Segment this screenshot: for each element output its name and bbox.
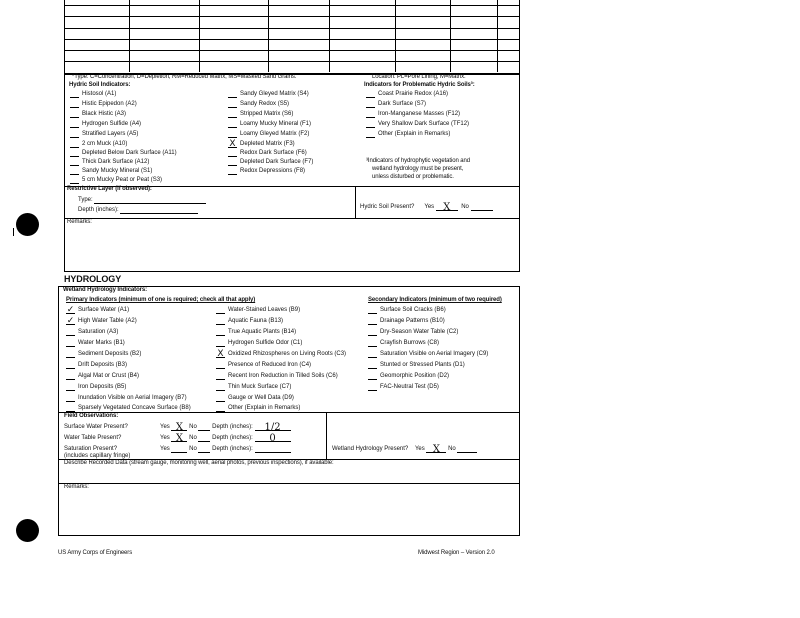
footnote-line: ³Indicators of hydrophytic vegetation and (366, 158, 470, 164)
secondary-title: Secondary Indicators (minimum of two required) (368, 297, 502, 303)
checkbox[interactable] (70, 151, 79, 157)
indicator-label: Depleted Matrix (F3) (240, 141, 295, 147)
indicator-label: Recent Iron Reduction in Tilled Soils (C6) (228, 373, 338, 379)
checkbox[interactable] (368, 374, 377, 380)
footnote-line: unless disturbed or problematic. (372, 174, 454, 180)
footer-right: Midwest Region – Version 2.0 (418, 550, 495, 556)
yes-label: Yes (160, 435, 170, 441)
checkbox[interactable] (228, 92, 237, 98)
checkbox[interactable] (228, 160, 237, 166)
wetland-present-label: Wetland Hydrology Present? (332, 446, 409, 452)
checkbox[interactable] (66, 406, 75, 412)
indicator-label: Dry-Season Water Table (C2) (380, 329, 459, 335)
checkbox[interactable] (368, 385, 377, 391)
checkbox-checked[interactable]: X (217, 349, 224, 359)
indicator-label: Histosol (A1) (82, 91, 117, 97)
footnote-line: wetland hydrology must be present, (372, 166, 464, 172)
checkbox[interactable] (216, 319, 225, 325)
describe-label: Describe Recorded Data (stream gauge, monitoring well, aerial photos, previous inspections), if available: (64, 460, 334, 466)
indicator-label: Hydrogen Sulfide Odor (C1) (228, 340, 303, 346)
surface-depth-field[interactable]: 1/2 (255, 424, 291, 431)
hydric-yes-field[interactable]: X (436, 204, 458, 211)
indicator-label: Sandy Gleyed Matrix (S4) (240, 91, 309, 97)
hydrology-remarks-label: Remarks: (64, 484, 89, 490)
indicator-label: Sandy Redox (S5) (240, 101, 290, 107)
no-label: No (448, 446, 456, 452)
indicator-label: Stratified Layers (A5) (82, 131, 139, 137)
restrictive-title: Restrictive Layer (if observed): (67, 186, 152, 192)
no-label: No (189, 446, 197, 452)
depth-field[interactable] (120, 207, 198, 214)
indicator-label: Saturation (A3) (78, 329, 119, 335)
indicator-label: Aquatic Fauna (B13) (228, 318, 284, 324)
indicator-label: Gauge or Well Data (D9) (228, 395, 294, 401)
checkbox[interactable] (70, 178, 79, 184)
no-label: No (189, 435, 197, 441)
indicator-label: Drift Deposits (B3) (78, 362, 128, 368)
footer-left: US Army Corps of Engineers (58, 550, 133, 556)
checkbox[interactable] (70, 142, 79, 148)
checkbox[interactable] (228, 122, 237, 128)
hydric-present-label: Hydric Soil Present? (360, 204, 415, 210)
checkbox[interactable] (66, 385, 75, 391)
indicator-label: Redox Dark Surface (F6) (240, 150, 307, 156)
wetland-no-field[interactable] (457, 446, 477, 453)
indicator-label: Loamy Gleyed Matrix (F2) (240, 131, 310, 137)
checkbox[interactable] (66, 374, 75, 380)
soil-remarks-label: Remarks: (67, 219, 92, 225)
checkbox[interactable] (216, 341, 225, 347)
indicator-label: FAC-Neutral Test (D5) (380, 384, 439, 390)
indicator-label: Crayfish Burrows (C8) (380, 340, 440, 346)
checkbox[interactable] (216, 363, 225, 369)
binder-hole-bottom (16, 519, 39, 542)
capillary-label: (includes capillary fringe) (64, 453, 131, 459)
binder-hole-top (16, 213, 39, 236)
surface-yes-field[interactable]: X (171, 424, 187, 431)
checkbox[interactable] (66, 363, 75, 369)
problematic-title: Indicators for Problematic Hydric Soils³: (364, 82, 475, 88)
indicator-label: Redox Depressions (F8) (240, 168, 306, 174)
indicator-label: Thick Dark Surface (A12) (82, 159, 150, 165)
no-label: No (189, 424, 197, 430)
saturation-depth-field[interactable] (255, 446, 291, 453)
wetland-yes-field[interactable]: X (426, 446, 446, 453)
checkbox[interactable] (366, 122, 375, 128)
indicator-label: Geomorphic Position (D2) (380, 373, 450, 379)
indicator-label: Iron Deposits (B5) (78, 384, 127, 390)
indicator-label: Other (Explain in Remarks) (378, 131, 451, 137)
checkbox-checked[interactable]: ✓ (66, 305, 75, 315)
checkbox[interactable] (70, 112, 79, 118)
water-table-yes-field[interactable]: X (171, 435, 187, 442)
indicator-label: Surface Soil Cracks (B6) (380, 307, 446, 313)
indicator-label: Saturation Visible on Aerial Imagery (C9) (380, 351, 489, 357)
saturation-no-field[interactable] (198, 446, 210, 453)
yes-label: Yes (160, 424, 170, 430)
checkbox[interactable] (66, 396, 75, 402)
checkbox[interactable] (66, 341, 75, 347)
checkbox-checked[interactable]: X (229, 139, 236, 149)
indicator-label: High Water Table (A2) (78, 318, 137, 324)
saturation-label: Saturation Present? (64, 446, 118, 452)
water-table-depth-field[interactable]: 0 (255, 435, 291, 442)
hydric-no-field[interactable] (471, 204, 493, 211)
indicator-label: Water-Stained Leaves (B9) (228, 307, 301, 313)
checkbox[interactable] (216, 385, 225, 391)
indicator-label: Loamy Mucky Mineral (F1) (240, 121, 312, 127)
indicator-label: Hydrogen Sulfide (A4) (82, 121, 142, 127)
checkbox[interactable] (228, 151, 237, 157)
indicator-label: Sandy Mucky Mineral (S1) (82, 168, 153, 174)
saturation-yes-field[interactable] (171, 446, 187, 453)
checkbox[interactable] (366, 92, 375, 98)
checkbox[interactable] (66, 352, 75, 358)
indicator-label: 5 cm Mucky Peat or Peat (S3) (82, 177, 163, 183)
checkbox[interactable] (228, 169, 237, 175)
indicator-label: Drainage Patterns (B10) (380, 318, 445, 324)
yes-label: Yes (160, 446, 170, 452)
checkbox[interactable] (70, 132, 79, 138)
checkbox[interactable] (228, 102, 237, 108)
indicator-label: Surface Water (A1) (78, 307, 130, 313)
hydrology-title: HYDROLOGY (64, 274, 122, 284)
checkbox[interactable] (368, 352, 377, 358)
indicator-label: True Aquatic Plants (B14) (228, 329, 297, 335)
checkbox[interactable] (216, 406, 225, 412)
checkbox[interactable] (368, 341, 377, 347)
checkbox[interactable] (228, 112, 237, 118)
depth-label: Depth (inches): (78, 207, 119, 213)
location-note: Location: PL=Pore Lining, M=Matrix. (372, 74, 466, 80)
checkbox[interactable] (366, 102, 375, 108)
checkbox[interactable] (216, 308, 225, 314)
checkbox[interactable] (66, 330, 75, 336)
checkbox[interactable] (228, 132, 237, 138)
no-label: No (461, 204, 469, 210)
indicator-label: 2 cm Muck (A10) (82, 141, 128, 147)
indicator-label: Depleted Dark Surface (F7) (240, 159, 314, 165)
checkbox[interactable] (366, 132, 375, 138)
water-table-label: Water Table Present? (64, 435, 122, 441)
indicator-label: Oxidized Rhizospheres on Living Roots (C3) (228, 351, 347, 357)
margin-mark (13, 228, 14, 236)
indicator-label: Histic Epipedon (A2) (82, 101, 137, 107)
indicator-label: Thin Muck Surface (C7) (228, 384, 292, 390)
indicator-label: Iron-Manganese Masses (F12) (378, 111, 461, 117)
soil-profile-table (64, 0, 520, 74)
yes-label: Yes (414, 446, 425, 452)
checkbox[interactable] (368, 330, 377, 336)
checkbox[interactable] (368, 308, 377, 314)
indicator-label: Other (Explain in Remarks) (228, 405, 301, 411)
indicator-label: Dark Surface (S7) (378, 101, 427, 107)
field-obs-title: Field Observations: (64, 413, 119, 419)
checkbox[interactable] (368, 319, 377, 325)
type-label: Type: (78, 197, 93, 203)
yes-label: Yes (424, 204, 435, 210)
indicator-label: Depleted Below Dark Surface (A11) (82, 150, 177, 156)
type-note: *Type: C=Concentration, D=Depletion, RM=Reduced Matrix, MS=Masked Sand Grains. (72, 74, 297, 80)
primary-title: Primary Indicators (minimum of one is required; check all that apply) (66, 297, 256, 303)
type-field[interactable] (94, 197, 206, 204)
checkbox[interactable] (70, 92, 79, 98)
indicator-label: Black Histic (A3) (82, 111, 127, 117)
depth-label: Depth (inches): (212, 446, 253, 452)
checkbox[interactable] (70, 102, 79, 108)
indicator-label: Coast Prairie Redox (A16) (378, 91, 449, 97)
indicator-label: Sparsely Vegetated Concave Surface (B8) (78, 405, 191, 411)
water-table-no-field[interactable] (198, 435, 210, 442)
checkbox[interactable] (366, 112, 375, 118)
wetland-indicators-title: Wetland Hydrology Indicators: (63, 287, 147, 293)
checkbox[interactable] (216, 396, 225, 402)
checkbox[interactable] (70, 160, 79, 166)
surface-no-field[interactable] (198, 424, 210, 431)
hydric-indicators-title: Hydric Soil Indicators: (69, 82, 131, 88)
checkbox[interactable] (70, 169, 79, 175)
indicator-label: Inundation Visible on Aerial Imagery (B7) (78, 395, 187, 401)
indicator-label: Stunted or Stressed Plants (D1) (380, 362, 465, 368)
indicator-label: Stripped Matrix (S6) (240, 111, 294, 117)
indicator-label: Very Shallow Dark Surface (TF12) (378, 121, 470, 127)
surface-water-label: Surface Water Present? (64, 424, 128, 430)
checkbox[interactable] (70, 122, 79, 128)
checkbox[interactable] (368, 363, 377, 369)
indicator-label: Sediment Deposits (B2) (78, 351, 142, 357)
depth-label: Depth (inches): (212, 435, 253, 441)
indicator-label: Presence of Reduced Iron (C4) (228, 362, 312, 368)
checkbox[interactable] (216, 374, 225, 380)
indicator-label: Algal Mat or Crust (B4) (78, 373, 140, 379)
indicator-label: Water Marks (B1) (78, 340, 125, 346)
checkbox[interactable] (216, 330, 225, 336)
checkbox-checked[interactable]: ✓ (66, 316, 75, 326)
depth-label: Depth (inches): (212, 424, 253, 430)
